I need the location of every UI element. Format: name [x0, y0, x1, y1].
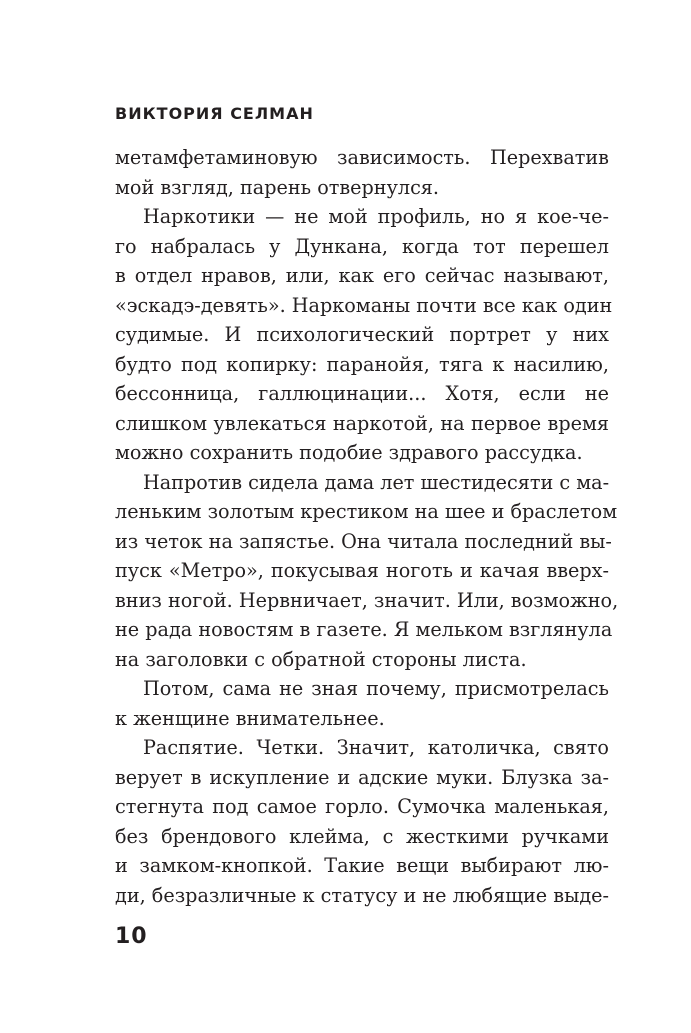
running-header-author: ВИКТОРИЯ СЕЛМАН [115, 104, 314, 123]
text-line: го набралась у Дункана, когда тот перешел [115, 234, 609, 258]
text-line: не рада новостям в газете. Я мельком взглянула [115, 618, 613, 641]
text-line: в отдел нравов, или, как его сейчас называют, [115, 264, 609, 287]
text-line: из четок на запястье. Она читала последний вы- [115, 529, 612, 553]
text-line: ди, безразличные к статусу и не любящие выде- [115, 883, 609, 907]
text-line: леньким золотым крестиком на шее и браслетом [115, 500, 618, 523]
text-line: мой взгляд, парень отвернулся. [115, 175, 440, 199]
text-line: Потом, сама не зная почему, присмотрелась [143, 677, 609, 700]
text-line: стегнута под самое горло. Сумочка маленькая, [115, 795, 609, 818]
text-line: к женщине внимательнее. [115, 706, 385, 730]
text-line: пуск «Метро», покусывая ноготь и качая вверх- [115, 559, 609, 582]
body-text [115, 143, 619, 910]
text-line: вниз ногой. Нервничает, значит. Или, возможно, [115, 588, 619, 612]
text-line: Распятие. Четки. Значит, католичка, свято [143, 736, 609, 759]
text-line: Наркотики — не мой профиль, но я кое-че- [143, 205, 609, 228]
text-line: можно сохранить подобие здравого рассудка. [115, 441, 583, 464]
text-line: слишком увлекаться наркотой, на первое время [115, 411, 609, 435]
text-line: без брендового клейма, с жесткими ручками [115, 824, 609, 848]
text-line: бессонница, галлюцинации... Хотя, если не [115, 382, 609, 405]
page-number: 10 [115, 924, 148, 949]
text-line: на заголовки с обратной стороны листа. [115, 647, 527, 671]
text-line: будто под копирку: паранойя, тяга к насилию, [115, 352, 609, 376]
text-line: «эскадэ-девять». Наркоманы почти все как один [115, 293, 613, 317]
text-line: судимые. И психологический портрет у них [115, 323, 609, 346]
text-line: метамфетаминовую зависимость. Перехватив [115, 146, 609, 169]
text-line: и замком-кнопкой. Такие вещи выбирают лю- [115, 854, 609, 877]
text-line: Напротив сидела дама лет шестидесяти с ма- [143, 470, 610, 494]
text-line: верует в искупление и адские муки. Блузка за- [115, 765, 609, 789]
